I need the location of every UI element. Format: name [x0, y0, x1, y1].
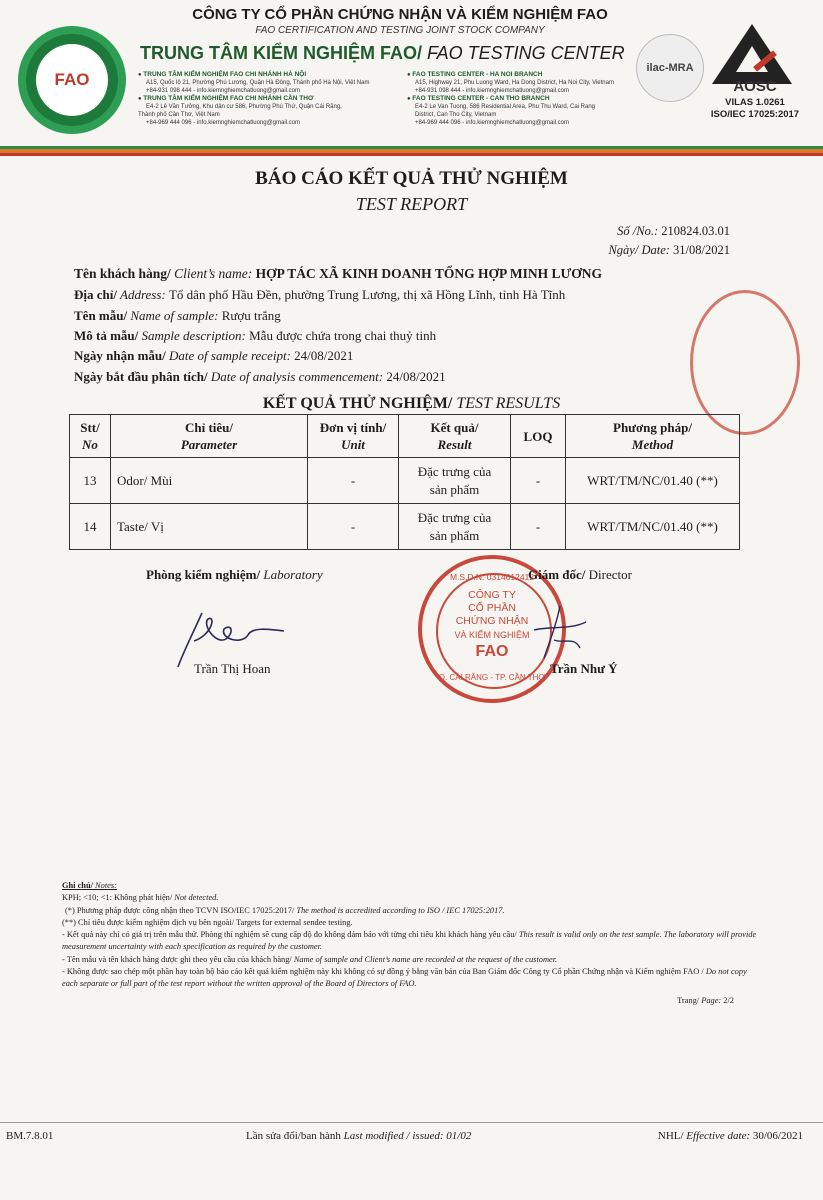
- testing-center-title: [140, 43, 625, 64]
- results-table: [69, 414, 740, 550]
- header-unit: Đơn vị tính/ Unit: [308, 415, 399, 458]
- cell-no: 13: [70, 458, 111, 504]
- sample-name-value: Rượu trắng: [221, 308, 281, 323]
- cell-loq: -: [511, 504, 566, 550]
- branches-left: [138, 71, 403, 128]
- branch-ct-name: ● TRUNG TÂM KIỂM NGHIỆM FAO CHI NHÁNH CẦN THƠ: [138, 95, 314, 103]
- field-client-name: Tên khách hàng/ Client’s name: HỢP TÁC XÃ KINH DOANH TỔNG HỢP MINH LƯƠNG: [74, 266, 602, 281]
- cell-method: WRT/TM/NC/01.40 (**): [566, 458, 740, 504]
- lab-signature-label: Phòng kiểm nghiệm/ Laboratory: [146, 567, 323, 582]
- note-item: (**) Chỉ tiêu được kiểm nghiệm dịch vụ bên ngoài/ Targets for external sendee testing.: [62, 917, 353, 927]
- notes-section: [62, 880, 762, 1007]
- analysis-date-value: 24/08/2021: [386, 369, 446, 384]
- field-sample-name: Tên mẫu/ Name of sample: Rượu trắng: [74, 308, 281, 323]
- company-logo: [18, 26, 126, 134]
- results-title: KẾT QUẢ THỬ NGHIỆM/ TEST RESULTS: [262, 395, 561, 412]
- branch-hn-line: +84-931 098 444 - info.kiemnghiemchatluong@gmail.com: [146, 87, 301, 94]
- page-number: Trang/ Page: 2/2: [677, 995, 734, 1005]
- ilac-mra-logo: ilac-MRA: [636, 34, 704, 102]
- seal-text: M.S.D.N: 0314612412: [449, 572, 535, 582]
- branch-ct-line: E4-2 Lê Văn Tưởng, Khu dân cư 586, Phường Phú Thứ, Quận Cái Răng,: [146, 104, 342, 111]
- cell-unit: -: [308, 458, 399, 504]
- branch-ct-line: +84-969 444 096 - info.kiemnghiemchatluong@gmail.com: [146, 119, 301, 126]
- form-code: BM.7.8.01: [6, 1130, 54, 1142]
- accreditation: [700, 97, 810, 121]
- address-value: Tổ dân phố Hầu Đền, phường Trung Lương, thị xã Hồng Lĩnh, tỉnh Hà Tĩnh: [168, 287, 566, 302]
- report-subtitle: TEST REPORT: [355, 194, 468, 214]
- director-signature-icon: [520, 600, 600, 670]
- footer-divider: [0, 1122, 823, 1123]
- iso-standard: ISO/IEC 17025:2017: [710, 109, 800, 120]
- branch-hn-line: A15, Quốc lộ 21, Phường Phú Lương, Quận Hà Đông, Thành phố Hà Nội, Việt Nam: [146, 79, 370, 86]
- seal-text: CÔNG TY: [468, 589, 516, 601]
- director-name: Trần Như Ý: [550, 661, 618, 676]
- seal-text: CỔ PHẦN: [468, 602, 516, 614]
- logo-text: FAO: [36, 44, 108, 116]
- branch-ct-line-en: +84-969 444 096 - info.kiemnghiemchatluong@gmail.com: [415, 119, 570, 126]
- branch-ct-line: Thành phố Cần Thơ, Việt Nam: [138, 111, 220, 118]
- cell-method: WRT/TM/NC/01.40 (**): [566, 504, 740, 550]
- branch-ct-line-en: District, Can Tho City, Vietnam: [415, 111, 497, 118]
- report-number: [617, 224, 730, 239]
- lab-signer-name: Trần Thị Hoan: [194, 661, 271, 676]
- center-title-en: FAO TESTING CENTER: [422, 43, 625, 63]
- branch-hn-name: ● TRUNG TÂM KIỂM NGHIỆM FAO CHI NHÁNH HÀ NỘI: [138, 71, 307, 78]
- seal-text: CHỨNG NHẬN: [455, 615, 529, 627]
- note-item: (*) Phương pháp được công nhận theo TCVN ISO/IEC 17025:2017/ The method is accredited according to ISO / IEC 17025:2017.: [65, 905, 505, 915]
- header-stripe-red: [0, 153, 823, 156]
- director-signature-label: Giám đốc/ Director: [528, 567, 632, 582]
- client-name-value: HỢP TÁC XÃ KINH DOANH TỔNG HỢP MINH LƯƠNG: [255, 266, 602, 281]
- company-name-vn: CÔNG TY CỔ PHẦN CHỨNG NHẬN VÀ KIỂM NGHIỆM FAO: [192, 6, 608, 23]
- receipt-date-value: 24/08/2021: [294, 348, 354, 363]
- report-title: BÁO CÁO KẾT QUẢ THỬ NGHIỆM: [255, 168, 568, 189]
- cell-parameter: Odor/ Mùi: [111, 458, 308, 504]
- effective-date: NHL/ Effective date: 30/06/2021: [657, 1130, 803, 1142]
- branch-ct-name-en: ● FAO TESTING CENTER - CAN THO BRANCH: [407, 95, 550, 103]
- center-title-vn: TRUNG TÂM KIỂM NGHIỆM FAO/: [140, 43, 422, 63]
- report-date-value: 31/08/2021: [673, 243, 730, 257]
- cell-loq: -: [511, 458, 566, 504]
- seal-text: Q. CÁI RĂNG - TP. CẦN THƠ: [438, 673, 546, 682]
- note-item: - Kết quả này chỉ có giá trị trên mẫu thử. Phòng thí nghiệm sẽ cung cấp độ đo không đảm bảo với từng chỉ tiêu khi khách hàng yêu cầu/ This result is valid only on the test sample. The laboratory will provide measurement uncertainty with each specification as required by the customer.: [62, 930, 757, 952]
- cell-result: Đặc trưng của sản phẩm: [399, 504, 511, 550]
- notes-heading: Ghi chú/ Notes:: [62, 881, 117, 890]
- cell-unit: -: [308, 504, 399, 550]
- field-analysis-date: Ngày bắt đầu phân tích/ Date of analysis commencement: 24/08/2021: [74, 369, 446, 384]
- seal-text: FAO: [475, 643, 509, 660]
- note-item: - Tên mẫu và tên khách hàng được ghi theo yêu cầu của khách hàng/ Name of sample and Client’s name are recorded at the request of the customer.: [62, 954, 558, 964]
- seal-text: VÀ KIỂM NGHIỆM: [454, 630, 530, 640]
- report-number-label: Số /No.:: [617, 224, 662, 238]
- note-item: - Không được sao chép một phần hay toàn bộ báo cáo kết quả kiểm nghiệm này khi không có sự đồng ý bằng văn bản của Ban Giám đốc Công ty Cổ phần Chứng nhận và Kiểm nghiệm FAO / Do not copy each separate or full part of the test report without the written approval of the Board of Directors of FAO.: [62, 967, 747, 989]
- header-method: Phương pháp/ Method: [566, 415, 740, 458]
- field-receipt-date: Ngày nhận mẫu/ Date of sample receipt: 24/08/2021: [74, 348, 354, 363]
- company-name-en: FAO CERTIFICATION AND TESTING JOINT STOCK COMPANY: [255, 25, 545, 36]
- table-header-row: [70, 415, 740, 458]
- modified-info: Lần sửa đổi/ban hành Last modified / issued: 01/02: [246, 1130, 472, 1142]
- cell-no: 14: [70, 504, 111, 550]
- report-date: [608, 243, 730, 258]
- note-item: KPH; <10; <1: Không phát hiện/ Not detected.: [62, 893, 219, 903]
- cell-result: Đặc trưng của sản phẩm: [399, 458, 511, 504]
- sample-description-value: Mẫu được chứa trong chai thuỷ tinh: [249, 328, 437, 343]
- header-loq: LOQ: [511, 415, 566, 458]
- field-address: Địa chỉ/ Address: Tổ dân phố Hầu Đền, phường Trung Lương, thị xã Hồng Lĩnh, tỉnh Hà Tĩnh: [74, 287, 566, 302]
- branch-ct-line-en: E4-2 Le Van Tuong, 586 Residential Area, Phu Thu Ward, Cai Rang: [415, 104, 595, 111]
- header-no: Stt/ No: [70, 415, 111, 458]
- branches-right: [407, 71, 632, 128]
- branch-hn-line-en: +84-931 098 444 - info.kiemnghiemchatluong@gmail.com: [415, 87, 570, 94]
- header-result: Kết quả/ Result: [399, 415, 511, 458]
- branch-hn-name-en: ● FAO TESTING CENTER - HA NOI BRANCH: [407, 71, 543, 78]
- table-row: [70, 458, 740, 504]
- aosc-text: AOSC: [733, 78, 777, 95]
- vilas-number: VILAS 1.0261: [725, 97, 785, 108]
- report-number-value: 210824.03.01: [661, 224, 730, 238]
- branch-hn-line-en: A15, Highway 21, Phu Luong Ward, Ha Dong District, Ha Noi City, Vietnam: [415, 79, 614, 86]
- report-date-label: Ngày/ Date:: [608, 243, 674, 257]
- header-parameter: Chỉ tiêu/ Parameter: [111, 415, 308, 458]
- aosc-logo-icon: [712, 24, 792, 84]
- table-row: [70, 504, 740, 550]
- cell-parameter: Taste/ Vị: [111, 504, 308, 550]
- field-sample-description: Mô tả mẫu/ Sample description: Mẫu được chứa trong chai thuỷ tinh: [74, 328, 437, 343]
